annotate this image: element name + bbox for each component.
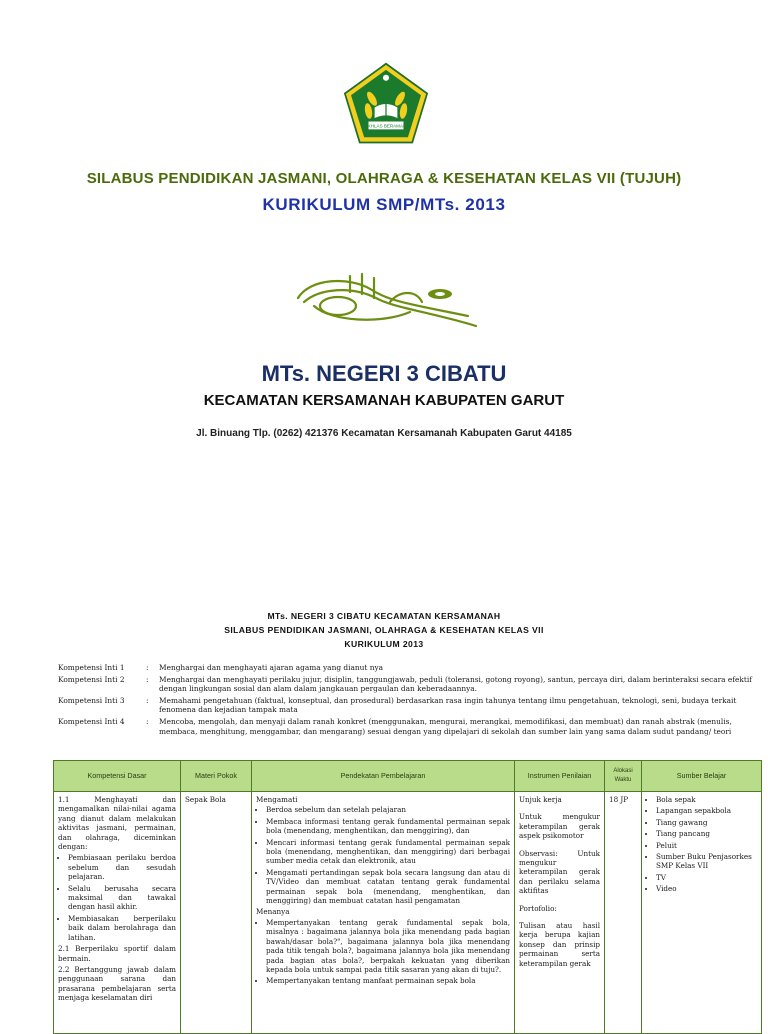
kd-intro: 1.1 Menghayati dan mengamalkan nilai-nilai agama yang dianut dalam melakukan aktivitas jasmani, permainan, dan olahraga, diceminkan dengan: [58,795,176,852]
col-alokasi: Alokasi Waktu [605,761,642,792]
unjuk-kerja-label: Unjuk kerja [519,795,562,804]
list-item: • Peluit [656,841,757,850]
kd-bullets [58,853,176,942]
list-item: • Mempertanyakan tentang gerak fundamental sepak bola, misalnya : bagaimana jalannya bola jika menendang pada bagian bawah/dasar bola?", bagaimana jalannya bola jika menendang pada titik tengah bola?, bagaimana jalannya bola jika menendang pada bagian atas bola?, berpakah kekuatan yang diberikan kepada bola untuk sampai pada titik sasaran yang akan di tuju?. [266,918,510,974]
list-item: • Mencari informasi tentang gerak fundamental permainan sepak bola (menendang, menghentikan, dan menggiring) dari berbagai sumber media cetak dan elektronik, atau [266,838,510,866]
school-district: KECAMATAN KERSAMANAH KABUPATEN GARUT [203,392,565,409]
sumber-cell [642,792,762,1034]
ki-label: Kompetensi Inti 4 [58,716,125,726]
list-item: • Membaca informasi tentang gerak fundamental permainan sepak bola (menendang, menghentikan, dan menggiring), dan [266,817,510,836]
menanya-label: Menanya [256,907,290,917]
school-address: Jl. Binuang Tlp. (0262) 421376 Kecamatan Kersamanah Kabupaten Garut 44185 [196,428,572,439]
list-item: • Selalu berusaha secara maksimal dan tawakal dengan hasil akhir. [68,884,176,912]
ki-text: Menghargai dan menghayati ajaran agama yang dianut nya [159,663,384,672]
sumber-list [646,795,757,894]
list-item: • TV [656,873,757,882]
list-item: • Mempertanyakan tentang manfaat permainan sepak bola [266,976,510,985]
mengamati-list [256,805,510,905]
table-header-row [54,761,762,792]
portofolio-label: Portofolio: [519,903,557,913]
menanya-list [256,918,510,986]
ki-text: Memahami pengetahuan (faktual, konseptual, dan prosedural) berdasarkan rasa ingin tahunya tentang ilmu pengetahuan, teknologi, seni, budaya terkait fenomena dan kejadian tampak mata [159,695,737,715]
list-item: • Sumber Buku Penjasorkes SMP Kelas VII [656,852,757,871]
calligraphy-ornament-icon [290,272,480,336]
list-item: • Video [656,884,757,893]
kompetensi-inti-row: Kompetensi Inti 4 : Mencoba, mengolah, dan menyaji dalam ranah konkret (menggunakan, mengurai, merangkai, memodifikasi, dan membuat) dan ranah abstrak (menulis, membaca, menghitung, menggambar, dan mengarang) sesuai dengan yang dipelajari di sekolah dan sumber lain yang sama dalam sudut pandang/ teori [58,717,758,736]
list-item: • Mengamati pertandingan sepak bola secara langsung dan atau di TV/Video dan membuat catatan tentang gerak fundamental permainan sepak bola (menendang, menghentikan, dan menggiring) dan membuat catatan hasil pengamatan [266,868,510,906]
kompetensi-inti-row: Kompetensi Inti 3 : Memahami pengetahuan (faktual, konseptual, dan prosedural) berdasarkan rasa ingin tahunya tentang ilmu pengetahuan, teknologi, seni, budaya terkait fenomena dan kejadian tampak mata [58,696,758,715]
doc-header-line3: KURIKULUM 2013 [344,639,424,649]
mengamati-label: Mengamati [256,795,298,804]
ki-text: Mencoba, mengolah, dan menyaji dalam ranah konkret (menggunakan, mengurai, merangkai, memodifikasi, dan membuat) dan ranah abstrak (menulis, membaca, menghitung, menggambar, dan mengarang) sesuai dengan yang dipelajari di sekolah dan sumber lain yang sama dalam sudut pandang/ teori [159,716,732,736]
kompetensi-dasar-cell [54,792,181,1034]
list-item: • Berdoa sebelum dan setelah pelajaran [266,805,510,814]
col-sumber: Sumber Belajar [642,761,762,792]
kompetensi-inti-row: Kompetensi Inti 2 : Menghargai dan menghayati perilaku jujur, disiplin, tanggungjawab, peduli (toleransi, gotong royong), santun, percaya diri, dalam berinteraksi secara efektif dengan lingkungan sosial dan alam dalam jangkauan pergaulan dan keberadaannya. [58,675,758,694]
list-item: • Membiasakan berperilaku baik dalam berolahraga dan latihan. [68,914,176,942]
kd-2-1: 2.1 Berperilaku sportif dalam bermain. [58,944,176,963]
doc-header-line2: SILABUS PENDIDIKAN JASMANI, OLAHRAGA & KESEHATAN KELAS VII [224,625,544,635]
alokasi-cell: 18 JP [605,792,642,1034]
ki-label: Kompetensi Inti 3 [58,695,125,705]
instrumen-cell [515,792,605,1034]
silabus-table [53,760,762,1034]
doc-header-line1: MTs. NEGERI 3 CIBATU KECAMATAN KERSAMANAH [267,611,501,621]
ki-label: Kompetensi Inti 2 [58,674,125,684]
kompetensi-inti-list [58,663,758,738]
school-name: MTs. NEGERI 3 CIBATU [261,361,507,386]
list-item: • Tiang pancang [656,829,757,838]
col-instrumen: Instrumen Penilaian [515,761,605,792]
materi-pokok-cell: Sepak Bola [181,792,252,1034]
emblem-motto: IKHLAS BERAMAL [366,123,406,129]
list-item: • Pembiasaan perilaku berdoa sebelum dan sesudah pelajaran. [68,853,176,881]
list-item: • Bola sepak [656,795,757,804]
table-row [54,792,762,1034]
kemenag-emblem [342,62,430,146]
list-item: • Tiang gawang [656,818,757,827]
col-kompetensi-dasar: Kompetensi Dasar [54,761,181,792]
ki-text: Menghargai dan menghayati perilaku jujur, disiplin, tanggungjawab, peduli (toleransi, gotong royong), santun, percaya diri, dalam berinteraksi secara efektif dengan lingkungan sosial dan alam dalam jangkauan pergaulan dan keberadaannya. [159,674,752,694]
ki-label: Kompetensi Inti 1 [58,663,125,672]
portofolio-text: Tulisan atau hasil kerja berupa kajian konsep dan prinsip permainan serta keterampilan gerak [519,921,600,968]
silabus-title: SILABUS PENDIDIKAN JASMANI, OLAHRAGA & KESEHATAN KELAS VII (TUJUH) [86,170,682,187]
pendekatan-cell [252,792,515,1034]
kurikulum-title: KURIKULUM SMP/MTs. 2013 [262,195,506,214]
unjuk-kerja-text: Untuk mengukur keterampilan gerak aspek psikomotor [519,812,600,841]
observasi-text: Observasi: Untuk mengukur keterampilan gerak dan perilaku selama aktifitas [519,848,600,896]
list-item: • Lapangan sepakbola [656,806,757,815]
kompetensi-inti-row: Kompetensi Inti 1 : Menghargai dan menghayati ajaran agama yang dianut nya [58,663,758,673]
col-pendekatan: Pendekatan Pembelajaran [252,761,515,792]
col-materi-pokok: Materi Pokok [181,761,252,792]
kd-2-2: 2.2 Bertanggung jawab dalam penggunaan sarana dan prasarana pembelajaran serta menjaga keselamatan diri [58,964,176,1003]
